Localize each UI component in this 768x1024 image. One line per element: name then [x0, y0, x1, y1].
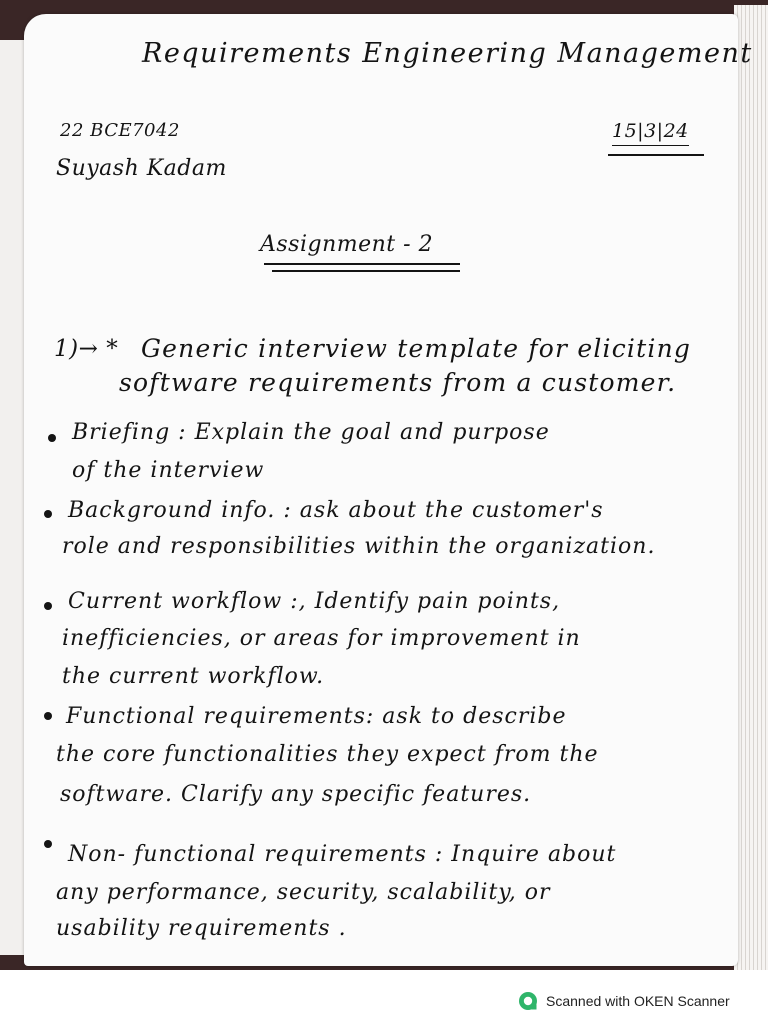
question-number: 1)→ *	[54, 336, 119, 362]
list-item-line: Non- functional requirements : Inquire about	[68, 842, 617, 867]
list-item-line: software. Clarify any specific features.	[60, 782, 532, 807]
list-item-line: of the interview	[72, 458, 265, 483]
student-id: 22 BCE7042	[60, 120, 180, 141]
bullet-point	[44, 510, 52, 518]
list-item-line: Background info. : ask about the customer's	[68, 498, 604, 523]
bullet-point	[44, 602, 52, 610]
notebook-page	[24, 14, 753, 966]
assignment-underline-second	[272, 270, 460, 272]
list-item-line: any performance, security, scalability, or	[56, 880, 551, 905]
bullet-point	[44, 840, 52, 848]
list-item-line: Current workflow :, Identify pain points,	[68, 589, 561, 614]
assignment-underline	[264, 263, 460, 265]
question-text-line: software requirements from a customer.	[119, 368, 677, 397]
list-item-line: usability requirements .	[56, 916, 347, 941]
scanner-watermark-text: Scanned with OKEN Scanner	[546, 993, 730, 1009]
list-item-line: Functional requirements: ask to describe	[66, 704, 567, 729]
assignment-heading: Assignment - 2	[260, 232, 434, 257]
list-item-line: Briefing : Explain the goal and purpose	[72, 420, 550, 445]
scanner-watermark	[518, 990, 730, 1012]
date-underline	[608, 154, 704, 156]
bullet-point	[44, 712, 52, 720]
bullet-point	[48, 434, 56, 442]
notebook-page-stack	[734, 5, 768, 970]
document-title: Requirements Engineering Management	[142, 38, 753, 69]
list-item-line: role and responsibilities within the organization.	[62, 534, 656, 559]
oken-scanner-logo-icon	[518, 991, 538, 1011]
question-text-line: Generic interview template for eliciting	[141, 334, 692, 363]
list-item-line: the current workflow.	[62, 664, 325, 689]
list-item-line: the core functionalities they expect from the	[56, 742, 599, 767]
student-name: Suyash Kadam	[56, 156, 227, 181]
list-item-line: inefficiencies, or areas for improvement in	[62, 626, 581, 651]
document-date: 15|3|24	[612, 122, 689, 146]
